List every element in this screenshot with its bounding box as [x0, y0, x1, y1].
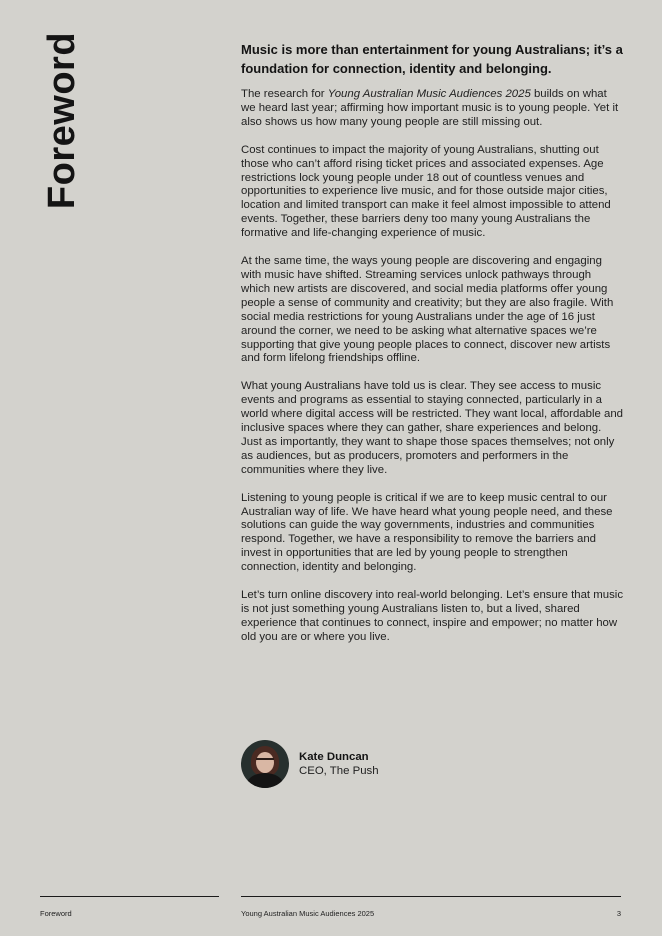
footer-section-label: Foreword [40, 909, 72, 918]
paragraph-1-start: The research for [241, 88, 328, 100]
footer-divider-right [241, 896, 621, 897]
paragraph-1-end: builds on what we heard last year; affirming how important music is to young people. Yet it also shows us how many young people are still missing out. [241, 88, 619, 128]
report-title-italic: Young Australian Music Audiences 2025 [327, 88, 531, 100]
signature-block [241, 740, 379, 788]
signatory-role: CEO, The Push [299, 765, 379, 777]
footer-divider-left [40, 896, 219, 897]
paragraph-3: At the same time, the ways young people are discovering and engaging with music have shifted. Streaming services unlock pathways through which new artists are discovered, and social media platforms offer young people a sense of community and creativity; but they are also fragile. With social media restrictions for young Australians under the age of 16 just around the corner, we need to be asking what alternative spaces we’re supporting that give young people places to connect, discover new artists and form lifelong friendships offline. [241, 255, 614, 365]
foreword-body [241, 40, 623, 659]
avatar [241, 740, 289, 788]
paragraph-1 [241, 88, 623, 130]
signature-text [299, 750, 379, 778]
side-title-text: Foreword [41, 31, 84, 209]
paragraph-5: Listening to young people is critical if we are to keep music central to our Australian way of life. We have heard what young people need, and these solutions can guide the way governments, industries and communities respond. Together, we have a responsibility to remove the barriers and invest in opportunities that are led by young people to strengthen connection, identity and belonging. [241, 491, 613, 574]
signatory-name: Kate Duncan [299, 751, 369, 763]
side-title [38, 31, 88, 209]
footer-report-title: Young Australian Music Audiences 2025 [241, 909, 375, 918]
lead-statement: Music is more than entertainment for young Australians; it’s a foundation for connection, identity and belonging. [241, 42, 623, 76]
paragraph-6: Let’s turn online discovery into real-world belonging. Let’s ensure that music is not just something young Australians listen to, but a lived, shared experience that continues to connect, inspire and empower; no matter how old you are or where you live. [241, 589, 624, 643]
page-number: 3 [616, 909, 621, 918]
paragraph-4: What young Australians have told us is clear. They see access to music events and programs as essential to staying connected, particularly in a world where digital access will be restricted. They want local, affordable and inclusive spaces where they can gather, share experiences and belong. Just as importantly, they want to shape those spaces themselves; not only as audiences, but as producers, promoters and performers in the communities where they live. [241, 380, 623, 476]
paragraph-2: Cost continues to impact the majority of young Australians, shutting out those who can’t afford rising ticket prices and associated expenses. Age restrictions lock young people under 18 out of countless venues and opportunities to experience live music, and for those outside major cities, location and limited transport can make it feel almost impossible to attend events. Together, these barriers deny too many young Australians the formative and life-changing experience of music. [241, 143, 611, 240]
